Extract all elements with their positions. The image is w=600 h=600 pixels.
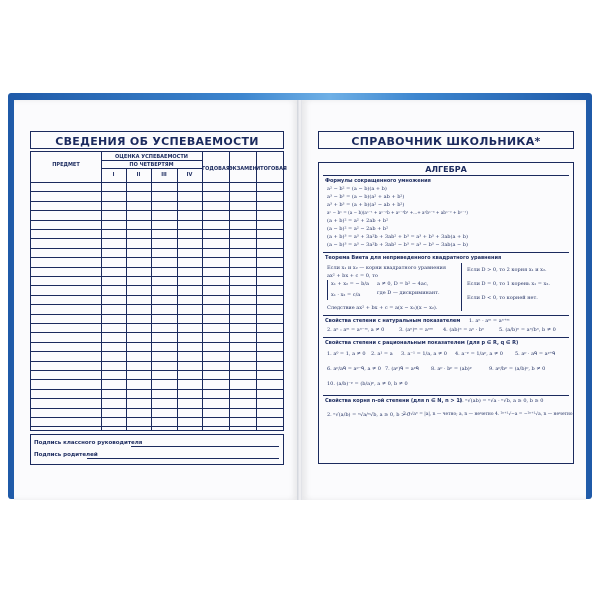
section-abbrev: Формулы сокращенного умножения — [325, 178, 431, 184]
table-row[interactable] — [31, 351, 283, 352]
table-row[interactable] — [31, 295, 283, 296]
formula: 4. (ab)ⁿ = aⁿ · bⁿ — [443, 327, 485, 333]
formula: 9. aᵖ/bᵖ = (a/b)ᵖ, b ≠ 0 — [489, 366, 546, 372]
table-row[interactable] — [31, 285, 283, 286]
formula: 8. aᵖ · bᵖ = (ab)ᵖ — [431, 366, 472, 372]
section-root: Свойства корня n-ой степени (для n ∈ N, n > 1) — [325, 398, 463, 404]
vieta-case-negative: Если D < 0, то корней нет. — [467, 295, 538, 301]
signature-box — [30, 434, 284, 465]
table-row[interactable] — [31, 304, 283, 305]
algebra-handbook — [318, 162, 574, 464]
formula: 3. a⁻¹ = 1/a, a ≠ 0 — [401, 351, 447, 357]
vieta-discriminant: где D — дискриминант. — [377, 290, 440, 296]
formula: 4. a⁻ᵖ = 1/aᵖ, a ≠ 0 — [455, 351, 503, 357]
table-row[interactable] — [31, 314, 283, 315]
section-vieta: Теорема Виета для неприведенного квадратного уравнения — [325, 255, 502, 261]
table-row[interactable] — [31, 332, 283, 333]
formula: (a + b)² = a² + 2ab + b² — [327, 218, 389, 224]
formula: 7. (aᵖ)ᑫ = aᵖᑫ — [385, 366, 419, 372]
table-row[interactable] — [31, 248, 283, 249]
header-quarter-2: II — [136, 172, 141, 178]
formula: (a − b)³ = a³ − 3a²b + 3ab² − b³ = a³ − b³ − 3ab(a − b) — [327, 242, 468, 248]
header-year: ГОДОВАЯ — [202, 166, 230, 172]
formula: 5. aᵖ · aᑫ = aᵖ⁺ᑫ — [515, 351, 556, 357]
table-row[interactable] — [31, 257, 283, 258]
formula: 4. ²ⁿ⁺¹√−a = −²ⁿ⁺¹√a, n — нечетно — [495, 412, 573, 417]
vieta-sum: x₁ + x₂ = − b/a — [331, 281, 370, 287]
vieta-case-zero: Если D = 0, то 1 корень x₁ = x₂. — [467, 281, 550, 287]
formula: 2. a¹ = a — [371, 351, 393, 357]
vieta-product: x₁ · x₂ = c/a — [331, 292, 361, 298]
table-row[interactable] — [31, 191, 283, 192]
formula: 6. aᵖ/aᑫ = aᵖ⁻ᑫ, a ≠ 0 — [327, 366, 381, 372]
table-row[interactable] — [31, 408, 283, 409]
formula: 10. (a/b)⁻ᵖ = (b/a)ᵖ, a ≠ 0, b ≠ 0 — [327, 381, 408, 387]
signature-teacher-line[interactable] — [131, 446, 279, 447]
handbook-title-frame — [318, 131, 574, 149]
formula: a³ − b³ = (a − b)(a² + ab + b²) — [327, 194, 405, 200]
formula: (a − b)² = a² − 2ab + b² — [327, 226, 389, 232]
vieta-intro: Если x₁ и x₂ — корни квадратного уравнения — [327, 265, 447, 271]
table-row[interactable] — [31, 267, 283, 268]
table-row[interactable] — [31, 229, 283, 230]
header-exam: ЭКЗАМЕН — [229, 166, 257, 172]
signature-parents-line[interactable] — [87, 458, 279, 459]
formula: 1. a⁰ = 1, a ≠ 0 — [327, 351, 366, 357]
formula: 2. aⁿ : aᵐ = aⁿ⁻ᵐ, a ≠ 0 — [327, 327, 385, 333]
header-quarters: ПО ЧЕТВЕРТЯМ — [129, 161, 174, 168]
header-final: ИТОГОВАЯ — [256, 166, 287, 172]
table-row[interactable] — [31, 370, 283, 371]
grades-table — [30, 151, 287, 431]
formula: 1. ⁿ√(ab) = ⁿ√a · ⁿ√b, a ≥ 0, b ≥ 0 — [459, 398, 544, 404]
table-row[interactable] — [31, 361, 283, 362]
header-quarter-4: IV — [186, 172, 193, 178]
handbook-title: СПРАВОЧНИК ШКОЛЬНИКА* — [351, 135, 541, 148]
table-row[interactable] — [31, 379, 283, 380]
header-subject: ПРЕДМЕТ — [52, 162, 80, 168]
table-row[interactable] — [31, 417, 283, 418]
subject-title: АЛГЕБРА — [425, 165, 467, 174]
formula: a² − b² = (a − b)(a + b) — [327, 186, 387, 192]
table-row[interactable] — [31, 342, 283, 343]
table-row[interactable] — [31, 201, 283, 202]
formula: 1. aⁿ · aᵐ = aⁿ⁺ᵐ — [469, 318, 510, 324]
vieta-case-positive: Если D > 0, то 2 корня x₁ и x₂. — [467, 267, 547, 273]
table-row[interactable] — [31, 389, 283, 390]
header-grades: ОЦЕНКА УСПЕВАЕМОСТИ — [115, 153, 188, 160]
table-row[interactable] — [31, 323, 283, 324]
signature-teacher-label: Подпись классного руководителя — [34, 440, 143, 446]
vieta-corollary: Следствие ax² + bx + c = a(x − x₁)(x − x₂). — [327, 305, 438, 311]
grades-title-frame — [30, 131, 284, 149]
table-row[interactable] — [31, 276, 283, 277]
formula: 5. (a/b)ⁿ = aⁿ/bⁿ, b ≠ 0 — [499, 327, 556, 333]
page-title: СВЕДЕНИЯ ОБ УСПЕВАЕМОСТИ — [55, 135, 259, 148]
vieta-condition: a ≠ 0, D = b² − 4ac, — [377, 281, 429, 287]
signature-parents-label: Подпись родителей — [34, 452, 98, 458]
table-row[interactable] — [31, 220, 283, 221]
formula: 3. (aⁿ)ᵐ = aⁿᵐ — [399, 327, 434, 333]
formula: (a + b)³ = a³ + 3a²b + 3ab² + b³ = a³ + b³ + 3ab(a + b) — [327, 234, 468, 240]
table-row[interactable] — [31, 426, 283, 427]
section-rational-power: Свойства степени с рациональным показателем (для p ∈ R, q ∈ R) — [325, 340, 519, 346]
section-natural-power: Свойства степени с натуральным показателем — [325, 318, 461, 324]
vieta-equation: ax² + bx + c = 0, то — [327, 273, 378, 279]
table-row[interactable] — [31, 398, 283, 399]
header-quarter-1: I — [112, 172, 115, 178]
table-row[interactable] — [31, 210, 283, 211]
formula: a³ + b³ = (a + b)(a² − ab + b²) — [327, 202, 405, 208]
formula: 3. ⁿ√aⁿ = |a|, n — четно; a, n — нечетно — [403, 412, 494, 417]
formula: aⁿ − bⁿ = (a − b)(aⁿ⁻¹ + aⁿ⁻²b + aⁿ⁻³b² +...+ a²bⁿ⁻³ + abⁿ⁻² + bⁿ⁻¹) — [327, 210, 468, 215]
formula: 2. ⁿ√(a/b) = ⁿ√a/ⁿ√b, a ≥ 0, b > 0 — [327, 412, 411, 418]
table-row[interactable] — [31, 238, 283, 239]
header-quarter-3: III — [161, 172, 167, 178]
